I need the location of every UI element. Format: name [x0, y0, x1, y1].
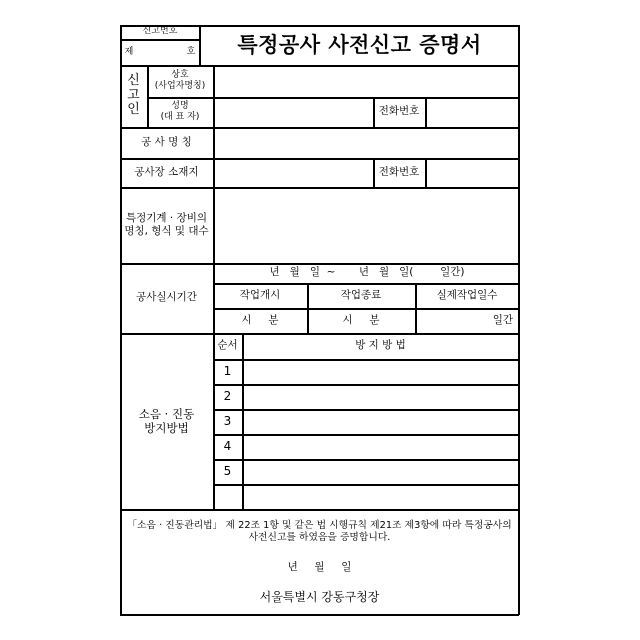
prevention-row-number: 3 — [223, 414, 232, 428]
site-phone-label: 전화번호 — [378, 165, 420, 178]
period-label: 공사실시기간 — [136, 291, 197, 304]
page-title: 특정공사 사전신고 증명서 — [237, 32, 482, 57]
prevention-method-field[interactable] — [244, 486, 517, 508]
order-header: 순서 — [217, 339, 238, 352]
site-location-label: 공사장 소재지 — [134, 165, 199, 178]
representative-name-label: 성명 (대 표 자) — [160, 100, 200, 122]
site-phone-field[interactable] — [427, 160, 517, 186]
prevention-method-field[interactable] — [244, 461, 517, 483]
prevention-row-number — [213, 484, 242, 509]
frame-right — [518, 25, 520, 615]
work-end-header: 작업종료 — [340, 288, 382, 301]
divider — [120, 509, 519, 511]
phone-field[interactable] — [427, 99, 517, 126]
certification-statement: 「소음 · 진동관리법」 제 22조 1항 및 같은 법 시행규칙 제21조 제3항에 따라 특정공사의 사전신고를 하였음을 증명합니다. — [127, 519, 512, 543]
actual-work-days-header: 실제작업일수 — [436, 288, 498, 301]
equipment-field[interactable] — [215, 189, 517, 262]
period-date-range[interactable]: 년 월 일 ~ 년 월 일( 일간) — [269, 266, 465, 279]
prevention-row-number: 5 — [223, 464, 232, 478]
issuer-name: 서울특별시 강동구청장 — [259, 589, 380, 604]
applicant-group-label: 신 고 인 — [127, 72, 140, 118]
site-location-field[interactable] — [215, 160, 372, 186]
issue-date[interactable]: 년 월 일 — [287, 561, 352, 574]
prevention-method-field[interactable] — [244, 411, 517, 433]
phone-label: 전화번호 — [378, 105, 420, 118]
certificate-form — [120, 25, 519, 615]
prevention-method-field[interactable] — [244, 386, 517, 408]
actual-work-days-field[interactable]: 일간 — [492, 313, 513, 326]
company-name-label: 상호 (사업자명칭) — [154, 69, 206, 91]
representative-name-field[interactable] — [215, 99, 372, 126]
work-start-time-field[interactable]: 시 분 — [241, 313, 279, 326]
report-number-field[interactable] — [136, 40, 184, 65]
work-start-header: 작업개시 — [239, 288, 281, 301]
prevention-method-field[interactable] — [244, 436, 517, 458]
company-name-field[interactable] — [215, 67, 517, 96]
prevention-row-number: 1 — [223, 364, 232, 378]
method-header: 방 지 방 법 — [355, 339, 406, 352]
frame-bottom — [120, 614, 519, 616]
construction-name-field[interactable] — [215, 129, 517, 157]
construction-name-label: 공 사 명 칭 — [141, 135, 192, 148]
report-number-prefix: 제 — [124, 46, 134, 57]
work-end-time-field[interactable]: 시 분 — [342, 313, 380, 326]
prevention-row-number: 2 — [223, 389, 232, 403]
equipment-label: 특정기계 · 장비의 명칭, 형식 및 대수 — [124, 211, 209, 237]
prevention-method-field[interactable] — [244, 361, 517, 383]
prevention-label: 소음 · 진동 방지방법 — [138, 406, 195, 435]
prevention-row-number: 4 — [223, 439, 232, 453]
report-number-suffix: 호 — [186, 46, 196, 57]
report-number-label: 신고번호 — [142, 26, 178, 37]
